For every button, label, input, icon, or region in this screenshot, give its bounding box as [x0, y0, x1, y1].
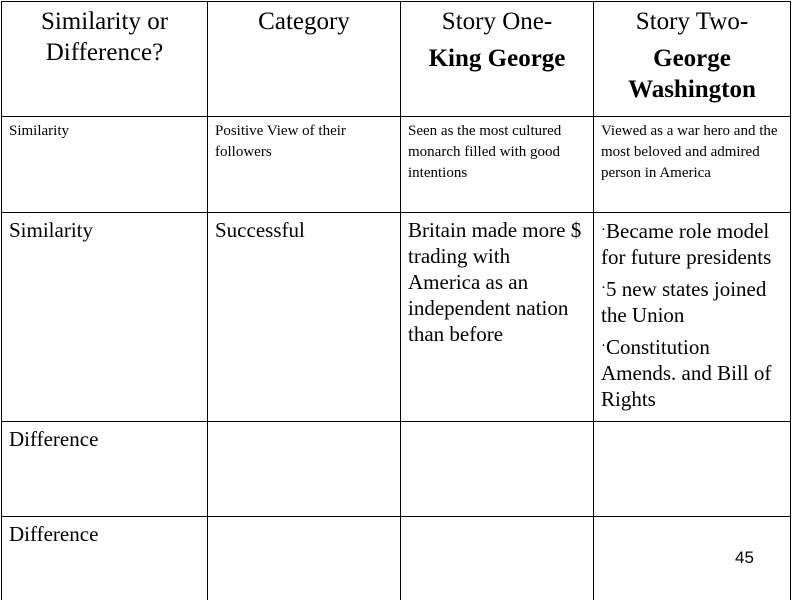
list-item — [601, 217, 783, 270]
bullet-dot-icon: · — [601, 338, 606, 354]
row2-category-cell — [208, 213, 401, 422]
row2-story-one-cell — [401, 213, 594, 422]
row1-story-one: Seen as the most cultured monarch filled with good intentions — [408, 123, 562, 181]
table-row — [2, 422, 791, 517]
list-item — [601, 333, 783, 412]
bullet-text: Constitution Amends. and Bill of Rights — [601, 335, 772, 411]
row1-story-two: Viewed as a war hero and the most beloved and admired person in America — [601, 123, 778, 181]
bullet-text: 5 new states joined the Union — [601, 277, 767, 327]
row2-type-cell — [2, 213, 208, 422]
row4-category-cell — [208, 517, 401, 600]
table-row — [2, 517, 791, 600]
header-col1-line2: Difference? — [45, 39, 164, 66]
row4-type-cell — [2, 517, 208, 600]
bullet-dot-icon: · — [601, 222, 606, 238]
table-row — [2, 117, 791, 213]
table-header-row — [2, 2, 791, 117]
row4-type: Difference — [9, 522, 99, 546]
header-col4-line3: Washington — [628, 76, 756, 103]
row2-type: Similarity — [9, 218, 93, 242]
row2-story-two-cell — [594, 213, 791, 422]
header-col4-line2: George — [653, 45, 731, 72]
header-col3-line1: Story One- — [441, 8, 553, 35]
header-col2-label: Category — [258, 8, 350, 35]
header-story-one — [401, 2, 594, 117]
table-row — [2, 213, 791, 422]
row3-type-cell — [2, 422, 208, 517]
row1-story-one-cell — [401, 117, 594, 213]
row4-story-one-cell — [401, 517, 594, 600]
list-item — [601, 275, 783, 328]
row1-type: Similarity — [9, 123, 69, 139]
row1-story-two-cell — [594, 117, 791, 213]
row1-category-cell — [208, 117, 401, 213]
header-similarity-or-difference — [2, 2, 208, 117]
row2-story-one: Britain made more $ trading with America as an independent nation than before — [408, 218, 582, 346]
header-category — [208, 2, 401, 117]
row1-type-cell — [2, 117, 208, 213]
bullet-dot-icon: · — [601, 280, 606, 296]
header-col3-line2: King George — [428, 45, 566, 72]
comparison-table — [1, 1, 791, 600]
row2-category: Successful — [215, 218, 305, 242]
row3-story-one-cell — [401, 422, 594, 517]
page-number: 45 — [735, 548, 754, 567]
row3-story-two-cell — [594, 422, 791, 517]
header-col4-line1: Story Two- — [635, 8, 749, 35]
header-story-two — [594, 2, 791, 117]
header-col1-line1: Similarity or — [40, 8, 169, 35]
row4-story-two-cell — [594, 517, 791, 600]
row3-type: Difference — [9, 427, 99, 451]
row1-category: Positive View of their followers — [215, 123, 346, 160]
bullet-text: Became role model for future presidents — [601, 219, 772, 269]
row3-category-cell — [208, 422, 401, 517]
